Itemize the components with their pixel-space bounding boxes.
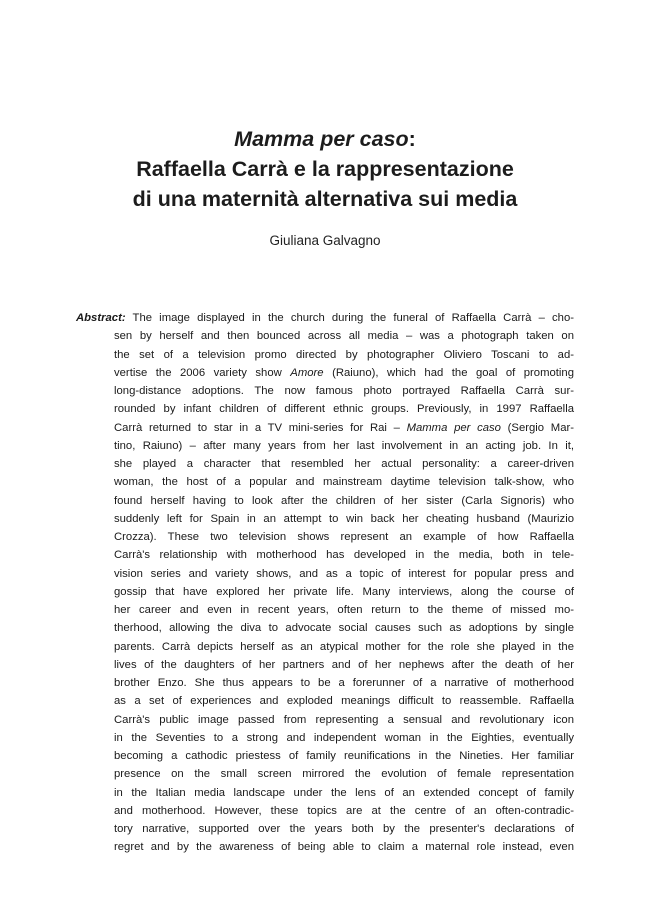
abstract-line: vertise the 2006 variety show Amore (Raiuno), which had the goal of promoting	[114, 366, 574, 379]
abstract	[76, 309, 574, 857]
abstract-line: found herself having to look after the children of her sister (Carla Signoris) who	[114, 494, 574, 507]
abstract-line: suddenly left for Spain in an attempt to win back her cheating husband (Maurizio	[114, 512, 574, 525]
abstract-line: becoming a cathodic priestess of family reunifications in the Nineties. Her familiar	[114, 750, 574, 762]
abstract-line: the set of a television promo directed by photographer Oliviero Toscani to ad-	[114, 348, 574, 361]
abstract-line: her career and even in recent years, often return to the theme of missed mo-	[114, 604, 574, 616]
abstract-line: regret and by the awareness of being able to claim a maternal role instead, even	[114, 841, 574, 854]
abstract-line: sen by herself and then bounced across all media – was a photograph taken on	[114, 330, 574, 343]
abstract-line: Crozza). These two television shows represent an example of how Raffaella	[114, 531, 574, 543]
abstract-line: tino, Raiuno) – after many years from her last involvement in an acting job. In it,	[114, 439, 574, 452]
abstract-line: and motherhood. However, these topics are at the centre of an often-contradic-	[114, 804, 574, 817]
abstract-line: rounded by infant children of different ethnic groups. Previously, in 1997 Raffaella	[114, 403, 574, 416]
abstract-line: brother Enzo. She thus appears to be a forerunner of a narrative of motherhood	[114, 677, 574, 689]
abstract-line: presence on the small screen mirrored the evolution of female representation	[114, 768, 574, 781]
abstract-line: in the Seventies to a strong and independent woman in the Eighties, eventually	[114, 731, 574, 744]
abstract-label: Abstract:	[76, 312, 126, 324]
title-line-3: di una maternità alternativa sui media	[132, 187, 518, 211]
abstract-line: in the Italian media landscape under the lens of an extended concept of family	[114, 786, 574, 799]
abstract-line: Carrà returned to star in a TV mini-series for Rai – Mamma per caso (Sergio Mar-	[114, 421, 574, 434]
abstract-line: vision series and variety shows, and as a topic of interest for popular press and	[114, 567, 574, 580]
title-line-1: Mamma per caso:	[234, 127, 416, 151]
abstract-line: therhood, allowing the diva to advocate social causes such as adoptions by single	[114, 622, 574, 635]
abstract-line: lives of the daughters of her partners and of her nephews after the death of her	[114, 658, 574, 671]
abstract-line: Abstract: The image displayed in the church during the funeral of Raffaella Carrà – cho-	[76, 312, 574, 324]
abstract-line: long-distance adoptions. The now famous photo portrayed Raffaella Carrà sur-	[114, 385, 574, 397]
author-name: Giuliana Galvagno	[269, 233, 381, 248]
abstract-line: Carrà's public image passed from representing a sensual and revolutionary icon	[114, 713, 574, 726]
abstract-line: gossip that have explored her private life. Many interviews, along the course of	[114, 585, 574, 598]
abstract-line: parents. Carrà depicts herself as an atypical mother for the role she played in the	[114, 640, 574, 653]
title-italic: Mamma per caso	[234, 127, 409, 151]
abstract-line: tory narrative, supported over the years both by the presenter's declarations of	[114, 823, 574, 835]
show-title-mamma-per-caso: Mamma per caso	[406, 421, 501, 434]
show-title-amore: Amore	[290, 366, 324, 379]
title-line-2: Raffaella Carrà e la rappresentazione	[136, 157, 514, 181]
abstract-line: she played a character that resembled her actual personality: a career-driven	[114, 458, 574, 470]
abstract-line: Carrà's relationship with motherhood has developed in the media, both in tele-	[114, 549, 574, 562]
abstract-line: woman, the host of a popular and mainstream daytime television talk-show, who	[114, 476, 574, 489]
abstract-line: as a set of experiences and exploded meanings difficult to reassemble. Raffaella	[114, 695, 574, 708]
article-title	[0, 124, 650, 214]
